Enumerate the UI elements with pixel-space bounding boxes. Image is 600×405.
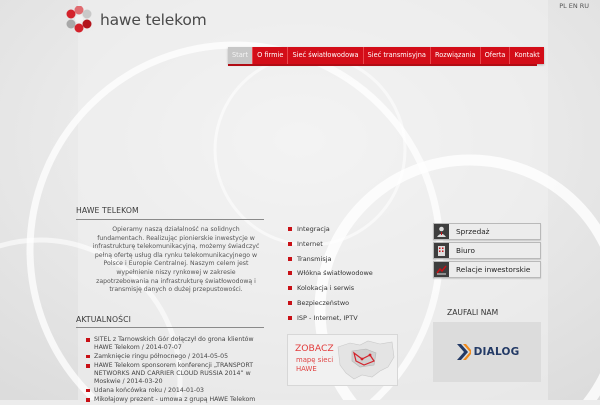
- lang-pl[interactable]: PL: [559, 2, 567, 10]
- europe-map-icon: [336, 337, 396, 383]
- news-item[interactable]: Udana końcówka roku / 2014-01-03: [86, 387, 266, 395]
- investor-relations-label: Relacje inwestorskie: [456, 265, 531, 274]
- about-divider: [76, 219, 264, 220]
- network-map-banner[interactable]: [287, 334, 398, 386]
- news-item-date: 2014-01-03: [168, 386, 204, 394]
- service-internet[interactable]: Internet: [288, 240, 373, 255]
- brand-logo[interactable]: [62, 6, 207, 34]
- news-item-title: HAWE Telekom sponsorem konferencji „TRANSPORT NETWORKS AND CARRIER CLOUD RUSSIA 2014” w Moskwie: [94, 362, 254, 385]
- news-item[interactable]: HAWE Telekom sponsorem konferencji „TRANSPORT NETWORKS AND CARRIER CLOUD RUSSIA 2014” w Moskwie / 2014-03-20: [86, 362, 266, 385]
- nav-o-firmie[interactable]: O firmie: [253, 47, 288, 64]
- news-item-title: Zamknięcie ringu północnego: [94, 352, 187, 360]
- sales-button[interactable]: [433, 223, 541, 240]
- service-bezpieczenstwo[interactable]: Bezpieczeństwo: [288, 299, 373, 314]
- news-divider: [76, 327, 264, 328]
- news-item-title: SITEL z Tarnowskich Gór dołączył do grona klientów HAWE Telekom: [94, 336, 254, 351]
- sales-label: Sprzedaż: [456, 227, 490, 236]
- service-integracja[interactable]: Integracja: [288, 225, 373, 240]
- news-item[interactable]: SITEL z Tarnowskich Gór dołączył do grona klientów HAWE Telekom / 2014-07-07: [86, 336, 266, 352]
- news-item-date: 2014-07-07: [145, 343, 182, 351]
- news-item-date: 2014-03-20: [126, 377, 163, 385]
- brand-name: hawe telekom: [100, 11, 207, 29]
- news-title: AKTUALNOŚCI: [76, 315, 131, 324]
- news-item-title: Mikołajowy prezent - umowa z grupą HAWE Telekom: [94, 396, 256, 404]
- logo-hexagon-icon: [62, 6, 96, 34]
- partner-name: DIALOG: [473, 346, 520, 358]
- nav-rozwiazania[interactable]: Rozwiązania: [431, 47, 481, 64]
- nav-siec-transmisyjna[interactable]: Sieć transmisyjna: [364, 47, 431, 64]
- map-headline: ZOBACZ: [295, 343, 334, 354]
- about-title: HAWE TELEKOM: [76, 206, 139, 215]
- nav-kontakt[interactable]: Kontakt: [514, 51, 540, 59]
- news-item-title: Udana końcówka roku: [94, 386, 162, 394]
- map-subtitle-line2: HAWE: [296, 364, 317, 373]
- map-subtitle: [296, 356, 333, 373]
- services-list: [288, 225, 373, 329]
- about-text: Opieramy naszą działalność na solidnych fundamentach. Realizując pionierskie inwestycje w infrastrukturę telekomunikacyjną, możemy świadczyć pełną ofertę usług dla rynku telekomunikacyjnego w Polsce i Europie Centralnej. Naszym celem jest wypełnienie niszy rynkowej w zakresie zapotrzebowania na infrastrukturę światłowodową i transmisję danych o dużej przepustowości.: [92, 226, 260, 294]
- lang-en[interactable]: EN: [568, 2, 578, 10]
- nav-siec-swiatlowodowa[interactable]: Sieć światłowodowa: [288, 47, 363, 64]
- news-item-date: 2014-05-05: [192, 352, 229, 360]
- language-switcher: [559, 2, 589, 10]
- partner-logo[interactable]: [433, 322, 541, 382]
- salesperson-icon: [434, 224, 449, 239]
- news-item[interactable]: [86, 396, 266, 404]
- service-wlokna[interactable]: Włókna światłowodowe: [288, 269, 373, 284]
- office-label: Biuro: [456, 246, 475, 255]
- investor-relations-button[interactable]: [433, 261, 541, 278]
- office-button[interactable]: [433, 242, 541, 259]
- dialog-logo-icon: [455, 342, 471, 362]
- nav-oferta[interactable]: Oferta: [481, 47, 511, 64]
- map-subtitle-line1: mapę sieci: [296, 356, 334, 364]
- nav-start[interactable]: Start: [228, 47, 253, 64]
- lang-ru[interactable]: RU: [579, 2, 589, 10]
- service-transmisja[interactable]: Transmisja: [288, 255, 373, 270]
- main-nav: [228, 47, 544, 64]
- trusted-title: ZAUFALI NAM: [447, 308, 499, 317]
- nav-underline: [228, 64, 537, 66]
- service-kolokacja[interactable]: Kolokacja i serwis: [288, 284, 373, 299]
- news-list: [86, 336, 266, 405]
- service-isp[interactable]: ISP - Internet, IPTV: [288, 314, 373, 329]
- office-building-icon: [434, 243, 449, 258]
- news-item[interactable]: Zamknięcie ringu północnego / 2014-05-05: [86, 353, 266, 361]
- stock-chart-icon: [434, 262, 449, 277]
